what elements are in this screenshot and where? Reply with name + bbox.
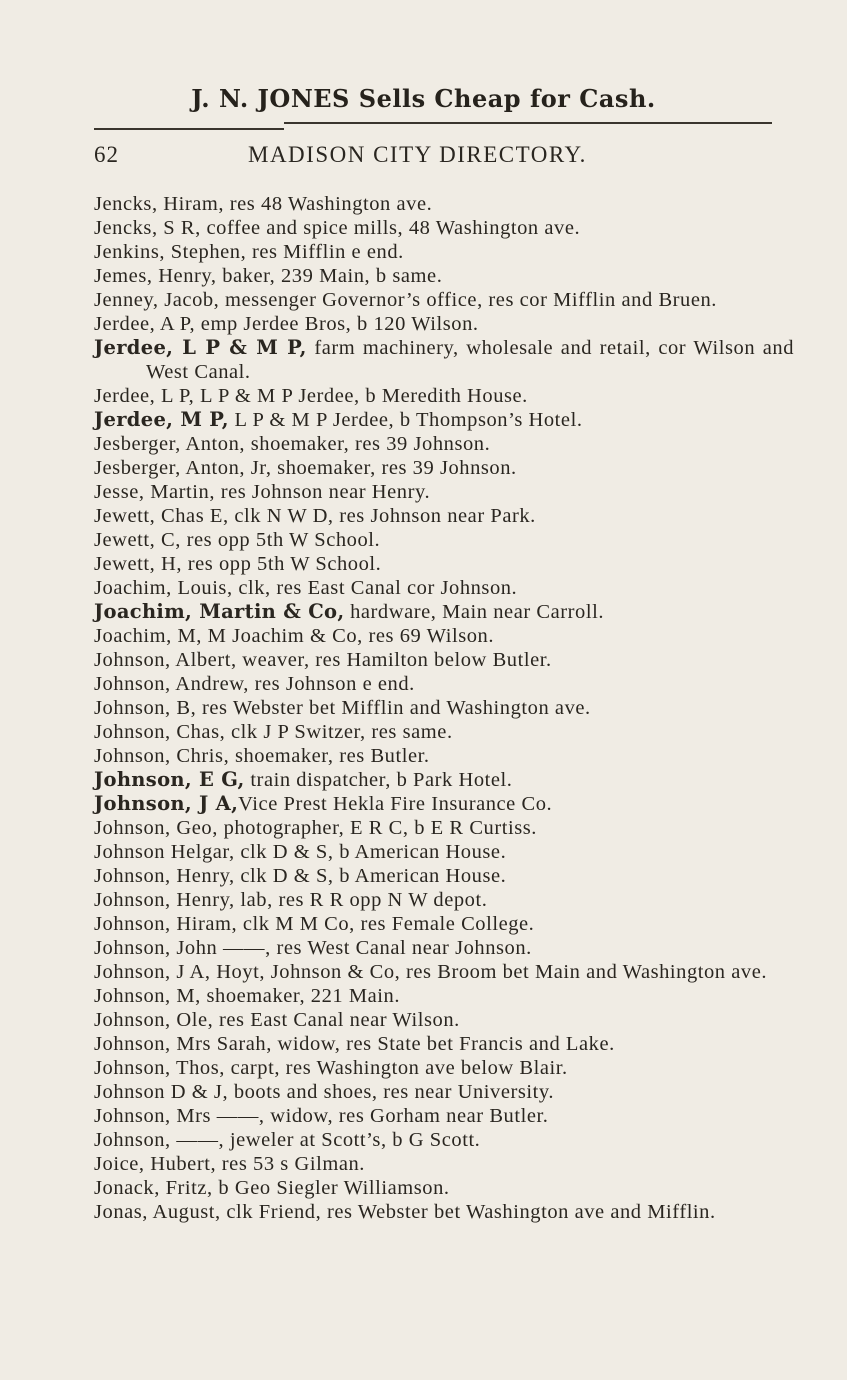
directory-entry [94,1032,794,1056]
entry-name: Johnson, E G, [94,768,245,791]
directory-entry [94,888,794,912]
directory-entry [94,1176,794,1200]
entry-name: Johnson, Ole, [94,1009,214,1031]
directory-entry [94,720,794,744]
directory-entry [94,864,794,888]
entry-name: Johnson, Hiram, [94,913,238,935]
entry-name: Joachim, Louis, [94,577,233,599]
entry-name: Johnson D & J, [94,1081,229,1103]
entry-name: Jerdee, L P, [94,385,195,407]
entry-detail: res opp 5th W School. [182,553,382,575]
entry-detail: train dispatcher, b Park Hotel. [244,769,513,791]
entry-detail: res 48 Washington ave. [224,193,433,215]
entry-detail: baker, 239 Main, b same. [216,265,443,287]
header-rule-right [284,122,772,124]
directory-entry [94,456,794,480]
directory-entry [94,576,794,600]
entry-detail: widow, res State bet Francis and Lake. [271,1033,615,1055]
entry-detail: shoemaker, res 39 Johnson. [271,457,517,479]
entry-name: Jesse, Martin, [94,481,216,503]
directory-entry [94,1056,794,1080]
entry-detail: lab, res R R opp N W depot. [234,889,488,911]
directory-entry [94,1128,794,1152]
entry-name: Johnson, Chas, [94,721,226,743]
entry-detail: L P & M P Jerdee, b Meredith House. [194,385,528,407]
entry-detail: shoemaker, 221 Main. [200,985,401,1007]
entry-name: Jonack, Fritz, [94,1177,213,1199]
entry-detail: carpt, res Washington ave below Blair. [224,1057,568,1079]
entry-name: Johnson, Albert, [94,649,237,671]
entry-name: Jonas, August, [94,1201,221,1223]
directory-entry [94,240,794,264]
directory-entry [94,648,794,672]
directory-entry [94,192,794,216]
entry-detail: clk Friend, res Webster bet Washington ave and Mifflin. [220,1201,716,1223]
entry-detail: shoemaker, res Butler. [229,745,430,767]
entry-name: Joice, Hubert, [94,1153,217,1175]
entry-detail: res Webster bet Mifflin and Washington ave. [196,697,591,719]
entry-detail: M Joachim & Co, res 69 Wilson. [201,625,495,647]
entry-name: Johnson, J A, [94,792,239,815]
advertisement-header: J. N. JONES Sells Cheap for Cash. [191,84,656,113]
entry-detail: Hoyt, Johnson & Co, res Broom bet Main and Washington ave. [210,961,768,983]
entry-name: Joachim, M, [94,625,202,647]
entry-name: Johnson, J A, [94,961,211,983]
entry-name: Jewett, H, [94,553,183,575]
directory-entry [94,1200,794,1224]
entry-detail: farm machinery, wholesale and retail, cor Wilson and West Canal. [146,337,794,383]
header-rule-left [94,128,284,130]
entry-name: Jerdee, A P, [94,313,196,335]
entry-name: Jerdee, L P & M P, [94,336,307,359]
entry-detail: res West Canal near Johnson. [270,937,532,959]
entry-detail: clk D & S, b American House. [234,841,507,863]
directory-entry [94,1152,794,1176]
entry-name: Johnson, Geo, [94,817,218,839]
entry-name: Jenney, Jacob, [94,289,220,311]
entry-name: Johnson, Henry, [94,865,235,887]
directory-entry [94,600,794,624]
entry-name: Jencks, Hiram, [94,193,225,215]
directory-entry [94,552,794,576]
entry-name: Jewett, C, [94,529,181,551]
directory-entry [94,840,794,864]
entry-name: Johnson, Henry, [94,889,235,911]
entry-name: Johnson, John ——, [94,937,271,959]
entry-detail: b Geo Siegler Williamson. [212,1177,450,1199]
entry-name: Johnson, Andrew, [94,673,249,695]
entry-name: Johnson, ——, [94,1129,225,1151]
directory-entry [94,480,794,504]
entry-name: Jewett, Chas E, [94,505,229,527]
entry-detail: coffee and spice mills, 48 Washington ave. [200,217,581,239]
entry-name: Jemes, Henry, [94,265,217,287]
directory-entry [94,336,794,384]
directory-entry [94,624,794,648]
directory-entry [94,432,794,456]
entry-name: Jesberger, Anton, Jr, [94,457,272,479]
entry-detail: weaver, res Hamilton below Butler. [236,649,552,671]
page-number: 62 [94,142,119,167]
entry-name: Johnson, Chris, [94,745,230,767]
entry-detail: clk N W D, res Johnson near Park. [228,505,536,527]
directory-entry [94,984,794,1008]
entry-name: Jerdee, M P, [94,408,229,431]
directory-entry [94,672,794,696]
directory-entry [94,912,794,936]
entry-detail: clk J P Switzer, res same. [225,721,453,743]
entry-name: Jenkins, Stephen, [94,241,247,263]
entry-detail: res Johnson e end. [248,673,415,695]
entry-detail: jeweler at Scott’s, b G Scott. [224,1129,481,1151]
entry-detail: res Mifflin e end. [246,241,404,263]
entry-detail: res Johnson near Henry. [215,481,431,503]
entry-detail: hardware, Main near Carroll. [344,601,604,623]
directory-entry [94,744,794,768]
entry-detail: res 53 s Gilman. [216,1153,365,1175]
directory-entry [94,696,794,720]
entry-detail: clk D & S, b American House. [234,865,507,887]
entry-detail: clk M M Co, res Female College. [237,913,535,935]
entry-detail: boots and shoes, res near University. [228,1081,555,1103]
directory-entry [94,816,794,840]
entry-name: Johnson, B, [94,697,197,719]
directory-entry [94,216,794,240]
entry-detail: widow, res Gorham near Butler. [264,1105,549,1127]
entry-detail: clk, res East Canal cor Johnson. [232,577,518,599]
directory-entry [94,504,794,528]
entry-name: Jesberger, Anton, [94,433,246,455]
entry-name: Jencks, S R, [94,217,201,239]
entry-detail: messenger Governor’s office, res cor Mifflin and Bruen. [219,289,717,311]
entry-name: Johnson, Mrs Sarah, [94,1033,272,1055]
entry-detail: photographer, E R C, b E R Curtiss. [217,817,537,839]
directory-entry [94,384,794,408]
directory-entry [94,936,794,960]
entry-detail: Vice Prest Hekla Fire Insurance Co. [238,793,553,815]
entry-name: Johnson, Thos, [94,1057,225,1079]
directory-entry [94,264,794,288]
entry-name: Joachim, Martin & Co, [94,600,345,623]
page-title: MADISON CITY DIRECTORY. [248,142,587,167]
directory-entry [94,288,794,312]
directory-entry [94,312,794,336]
directory-entry [94,528,794,552]
directory-entry [94,1008,794,1032]
directory-entry [94,408,794,432]
entry-name: Johnson, M, [94,985,201,1007]
directory-entries [94,192,794,1224]
directory-entry [94,960,794,984]
entry-detail: L P & M P Jerdee, b Thompson’s Hotel. [228,409,583,431]
entry-detail: res East Canal near Wilson. [213,1009,460,1031]
directory-entry [94,1104,794,1128]
directory-entry [94,1080,794,1104]
running-head [94,142,774,176]
entry-name: Johnson Helgar, [94,841,235,863]
entry-detail: shoemaker, res 39 Johnson. [245,433,491,455]
directory-entry [94,792,794,816]
entry-detail: res opp 5th W School. [180,529,381,551]
entry-detail: emp Jerdee Bros, b 120 Wilson. [195,313,479,335]
entry-name: Johnson, Mrs ——, [94,1105,265,1127]
directory-entry [94,768,794,792]
